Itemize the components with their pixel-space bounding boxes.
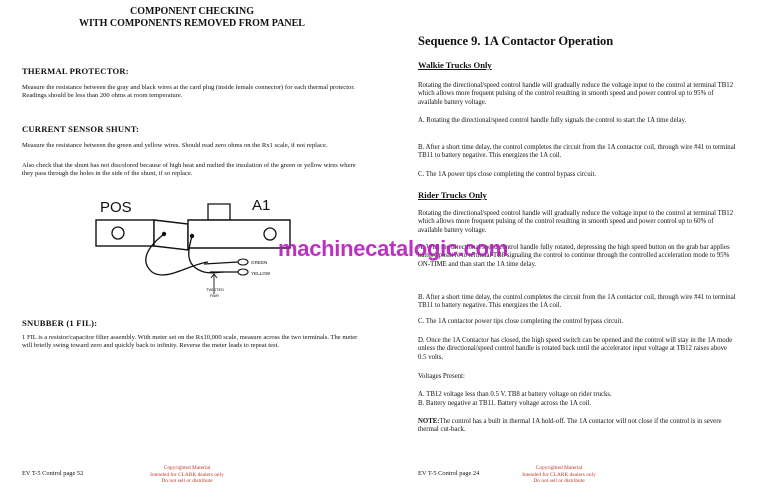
yellow-terminal (238, 269, 248, 275)
rider-intro: Rotating the directional/speed control handle will gradually reduce the voltage input to the control at terminal TB12 which allows more frequent pulsing of the control resulting in smooth speed and power control up to 60% of available battery voltage. (418, 210, 734, 234)
label-pos: POS (100, 199, 132, 216)
rider-step-d: D. Once the 1A Contactor has closed, the high speed switch can be opened and the control will stay in the 1A mode unless the directional/speed control handle is rotated back until the accelerator input voltage at TB12 raises above 0.5 volts. (418, 337, 733, 361)
label-twisted: TWISTED (206, 287, 224, 292)
voltages-heading: Voltages Present: (418, 373, 465, 380)
note-text: The control has a built in thermal 1A hold-off. The 1A contactor will not close if the control is in severe thermal cut-back. (418, 418, 722, 434)
pos-bus-bar (96, 220, 154, 246)
walkie-step-a: A. Rotating the directional/speed control handle fully signals the control to start the 1A time delay. (418, 117, 687, 124)
site-watermark: machinecatalogic.com (278, 236, 508, 261)
shunt-text-1: Measure the resistance between the green and yellow wires. Should read zero ohms on the Rx1 scale, if not replace. (22, 142, 328, 149)
snubber-text: 1 FIL is a resistor/capacitor filter assembly. With meter set on the Rx10,000 scale, measure across the two terminals. The meter will briefly swing toward zero and quickly back to infinity. Reverse the meter leads to repeat test. (22, 334, 358, 350)
green-terminal (238, 259, 248, 265)
note-paragraph (418, 418, 736, 435)
thermal-protector-heading: THERMAL PROTECTOR: (22, 66, 129, 76)
shunt-text-2: Also check that the shunt has not discolored because of high heat and melted the insulation of the green or yellow wires where they pass through the holes in the side of the shunt, if so replace. (22, 162, 356, 178)
right-copyright-notice: Copyrighted Material Intended for CLARK dealers only Do not sell or distribute (522, 465, 596, 485)
rider-step-b: B. After a short time delay, the control completes the circuit from the 1A contactor coil, through wire #41 to terminal TB11 to battery negative. This energizes the 1A coil. (418, 294, 736, 310)
label-yellow: YELLOW (251, 271, 271, 276)
pos-bolt-hole (112, 227, 124, 239)
rider-heading: Rider Trucks Only (418, 190, 487, 200)
walkie-intro: Rotating the directional/speed control handle will gradually reduce the voltage input to the control at terminal TB12 which allows more frequent pulsing of the control resulting in smooth speed and power control up to 95% of available battery voltage. (418, 82, 734, 106)
thermal-protector-text: Measure the resistance between the gray and black wires at the card plug (inside female connector) for each thermal protector. Readings should be less than 200 ohms at room temperature. (22, 84, 355, 100)
shunt-diagram (80, 190, 310, 300)
right-page-footer: EV T-5 Control page 24 (418, 470, 480, 477)
green-lead (204, 262, 238, 264)
left-page-title-line2: WITH COMPONENTS REMOVED FROM PANEL (79, 18, 305, 29)
walkie-heading: Walkie Trucks Only (418, 60, 492, 70)
current-sensor-shunt-heading: CURRENT SENSOR SHUNT: (22, 124, 140, 134)
label-a1: A1 (252, 197, 271, 214)
sequence-title: Sequence 9. 1A Contactor Operation (418, 34, 614, 48)
shunt-body (154, 220, 188, 250)
label-green: GREEN (251, 260, 268, 265)
voltages-b: B. Battery negative at TB11. Battery voltage across the 1A coil. (418, 400, 592, 407)
label-pair: PAIR (210, 293, 220, 298)
left-page-footer: EV T-5 Control page 52 (22, 470, 84, 477)
walkie-step-c: C. The 1A power tips close completing the control bypass circuit. (418, 171, 597, 178)
snubber-heading: SNUBBER (1 FIL): (22, 318, 98, 328)
walkie-step-b: B. After a short time delay, the control completes the circuit from the 1A contactor coil, through wire #41 to terminal TB11 to battery negative. This energizes the 1A coil. (418, 144, 736, 160)
left-copyright-notice: Copyrighted Material Intended for CLARK dealers only Do not sell or distribute (150, 465, 224, 485)
rider-step-c: C. The 1A contactor power tips close completing the control bypass circuit. (418, 318, 624, 325)
a1-bolt-hole (264, 228, 276, 240)
left-page-title-line1: COMPONENT CHECKING (130, 6, 254, 17)
note-label: NOTE: (418, 418, 440, 425)
rider-step-a: A. With the directional/speed control handle fully rotated, depressing the high speed button on the grab bar applies battery positive to terminal TB8 signaling the control to continue through the controlled acceleration mode to 95% ON-TIME and than start the 1A time delay. (418, 244, 730, 268)
voltages-a: A. TB12 voltage less than 0.5 V. TB8 at battery voltage on rider trucks. (418, 391, 612, 398)
shunt-block (208, 204, 230, 220)
